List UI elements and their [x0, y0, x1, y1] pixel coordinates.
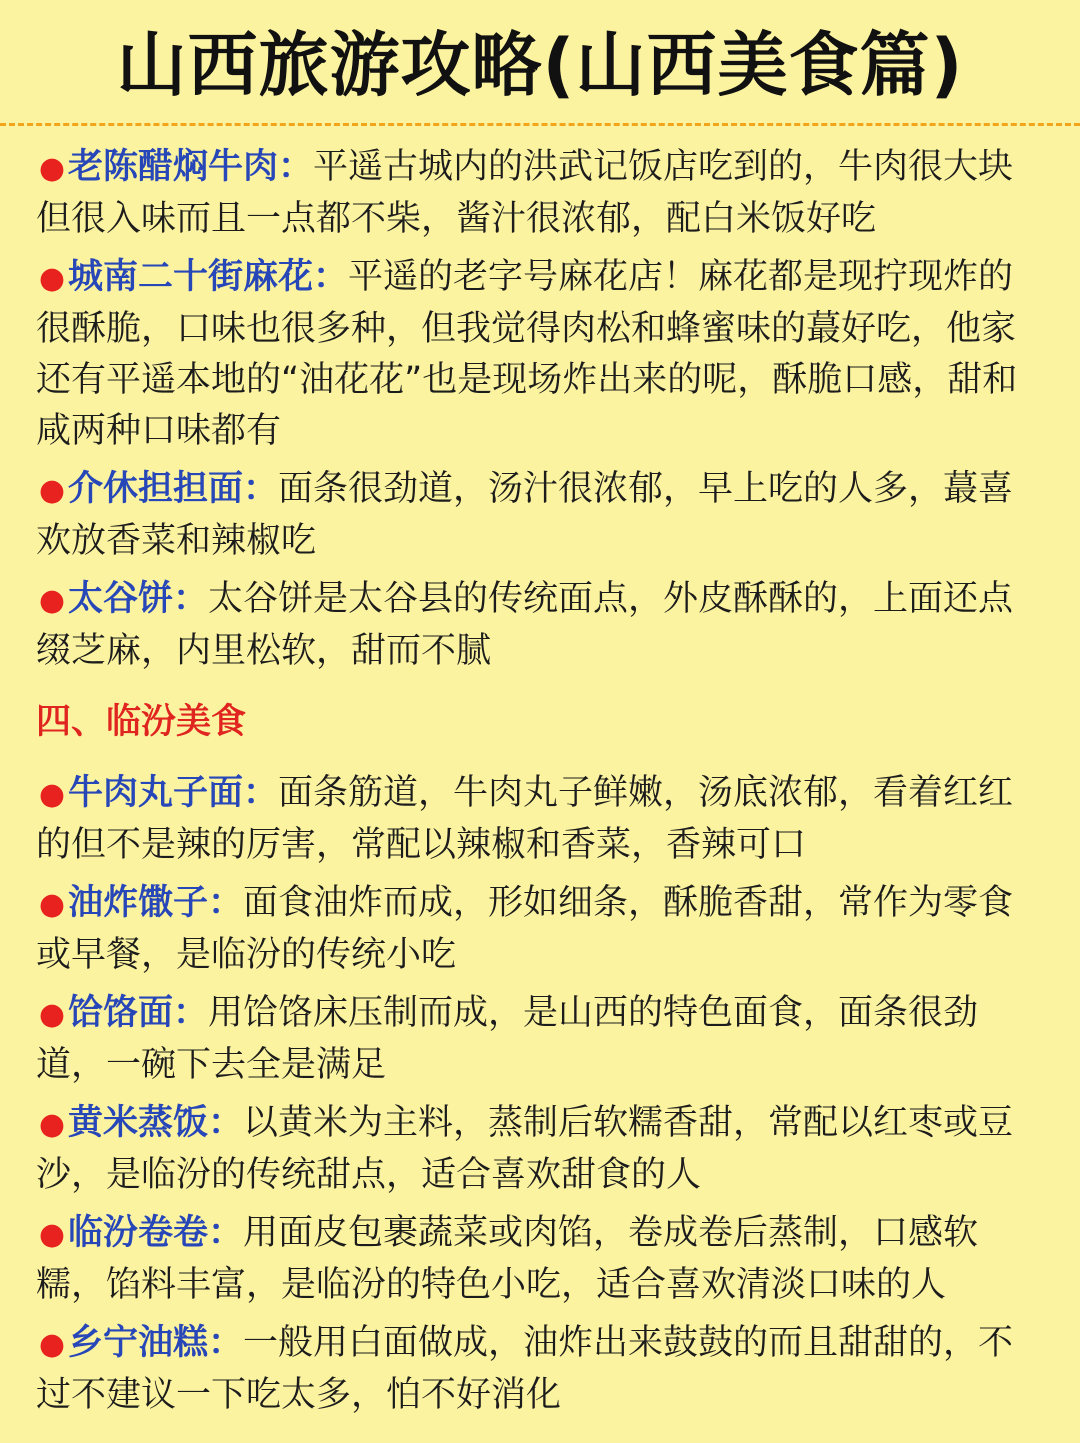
- food-item-name: 临汾卷卷：: [68, 1213, 244, 1253]
- food-item: [36, 878, 1040, 981]
- food-item-description: 面食油炸而成，形如细条，酥脆香甜，常作为零食或早餐，是临汾的传统小吃: [36, 883, 1014, 975]
- food-item-description: 面条很劲道，汤汁很浓郁，早上吃的人多，蕞喜欢放香菜和辣椒吃: [36, 469, 1014, 561]
- food-item: [36, 988, 1040, 1091]
- page-title: 山西旅游攻略(山西美食篇): [116, 23, 964, 106]
- food-item: [36, 252, 1040, 457]
- food-item: [36, 142, 1040, 245]
- red-dot-bullet-icon: ●: [38, 1327, 66, 1362]
- food-list-group-one: [36, 142, 1040, 677]
- food-item-name: 牛肉丸子面：: [68, 773, 279, 813]
- food-item-description: 平遥古城内的洪武记饭店吃到的，牛肉很大块但很入味而且一点都不柴，酱汁很浓郁，配白米饭好吃: [36, 147, 1014, 239]
- red-dot-bullet-icon: ●: [38, 583, 66, 618]
- food-item-description: 以黄米为主料，蒸制后软糯香甜，常配以红枣或豆沙，是临汾的传统甜点，适合喜欢甜食的人: [36, 1103, 1014, 1195]
- food-item-description: 用面皮包裹蔬菜或肉馅，卷成卷后蒸制，口感软糯，馅料丰富，是临汾的特色小吃，适合喜欢清淡口味的人: [36, 1213, 979, 1305]
- food-item-description: 平遥的老字号麻花店！麻花都是现拧现炸的很酥脆，口味也很多种，但我觉得肉松和蜂蜜味的蕞好吃，他家还有平遥本地的“油花花”也是现场炸出来的呢，酥脆口感，甜和咸两种口味都有: [36, 257, 1018, 451]
- food-item-description: 面条筋道，牛肉丸子鲜嫩，汤底浓郁，看着红红的但不是辣的厉害，常配以辣椒和香菜，香辣可口: [36, 773, 1014, 865]
- food-item: [36, 574, 1040, 677]
- food-item-description: 用饸饹床压制而成，是山西的特色面食，面条很劲道，一碗下去全是满足: [36, 993, 979, 1085]
- red-dot-bullet-icon: ●: [38, 1217, 66, 1252]
- food-item-name: 油炸馓子：: [68, 883, 244, 923]
- food-item: [36, 1208, 1040, 1311]
- red-dot-bullet-icon: ●: [38, 997, 66, 1032]
- food-item-name: 黄米蒸饭：: [68, 1103, 244, 1143]
- food-item-name: 城南二十街麻花：: [68, 257, 349, 297]
- food-item-name: 老陈醋焖牛肉：: [68, 147, 314, 187]
- food-item: [36, 1318, 1040, 1421]
- content: [0, 126, 1080, 1421]
- food-item: [36, 1098, 1040, 1201]
- food-list-group-two: [36, 768, 1040, 1421]
- food-item-description: 太谷饼是太谷县的传统面点，外皮酥酥的，上面还点缀芝麻，内里松软，甜而不腻: [36, 579, 1014, 671]
- red-dot-bullet-icon: ●: [38, 151, 66, 186]
- food-item-name: 介休担担面：: [68, 469, 279, 509]
- red-dot-bullet-icon: ●: [38, 887, 66, 922]
- section-heading-linfen: 四、临汾美食: [36, 702, 247, 742]
- red-dot-bullet-icon: ●: [38, 261, 66, 296]
- red-dot-bullet-icon: ●: [38, 777, 66, 812]
- food-item-name: 饸饹面：: [68, 993, 209, 1033]
- food-item-name: 太谷饼：: [68, 579, 209, 619]
- red-dot-bullet-icon: ●: [38, 473, 66, 508]
- food-item: [36, 464, 1040, 567]
- red-dot-bullet-icon: ●: [38, 1107, 66, 1142]
- food-item-name: 乡宁油糕：: [68, 1323, 244, 1363]
- food-item-description: 一般用白面做成，油炸出来鼓鼓的而且甜甜的，不过不建议一下吃太多，怕不好消化: [36, 1323, 1014, 1415]
- food-item: [36, 768, 1040, 871]
